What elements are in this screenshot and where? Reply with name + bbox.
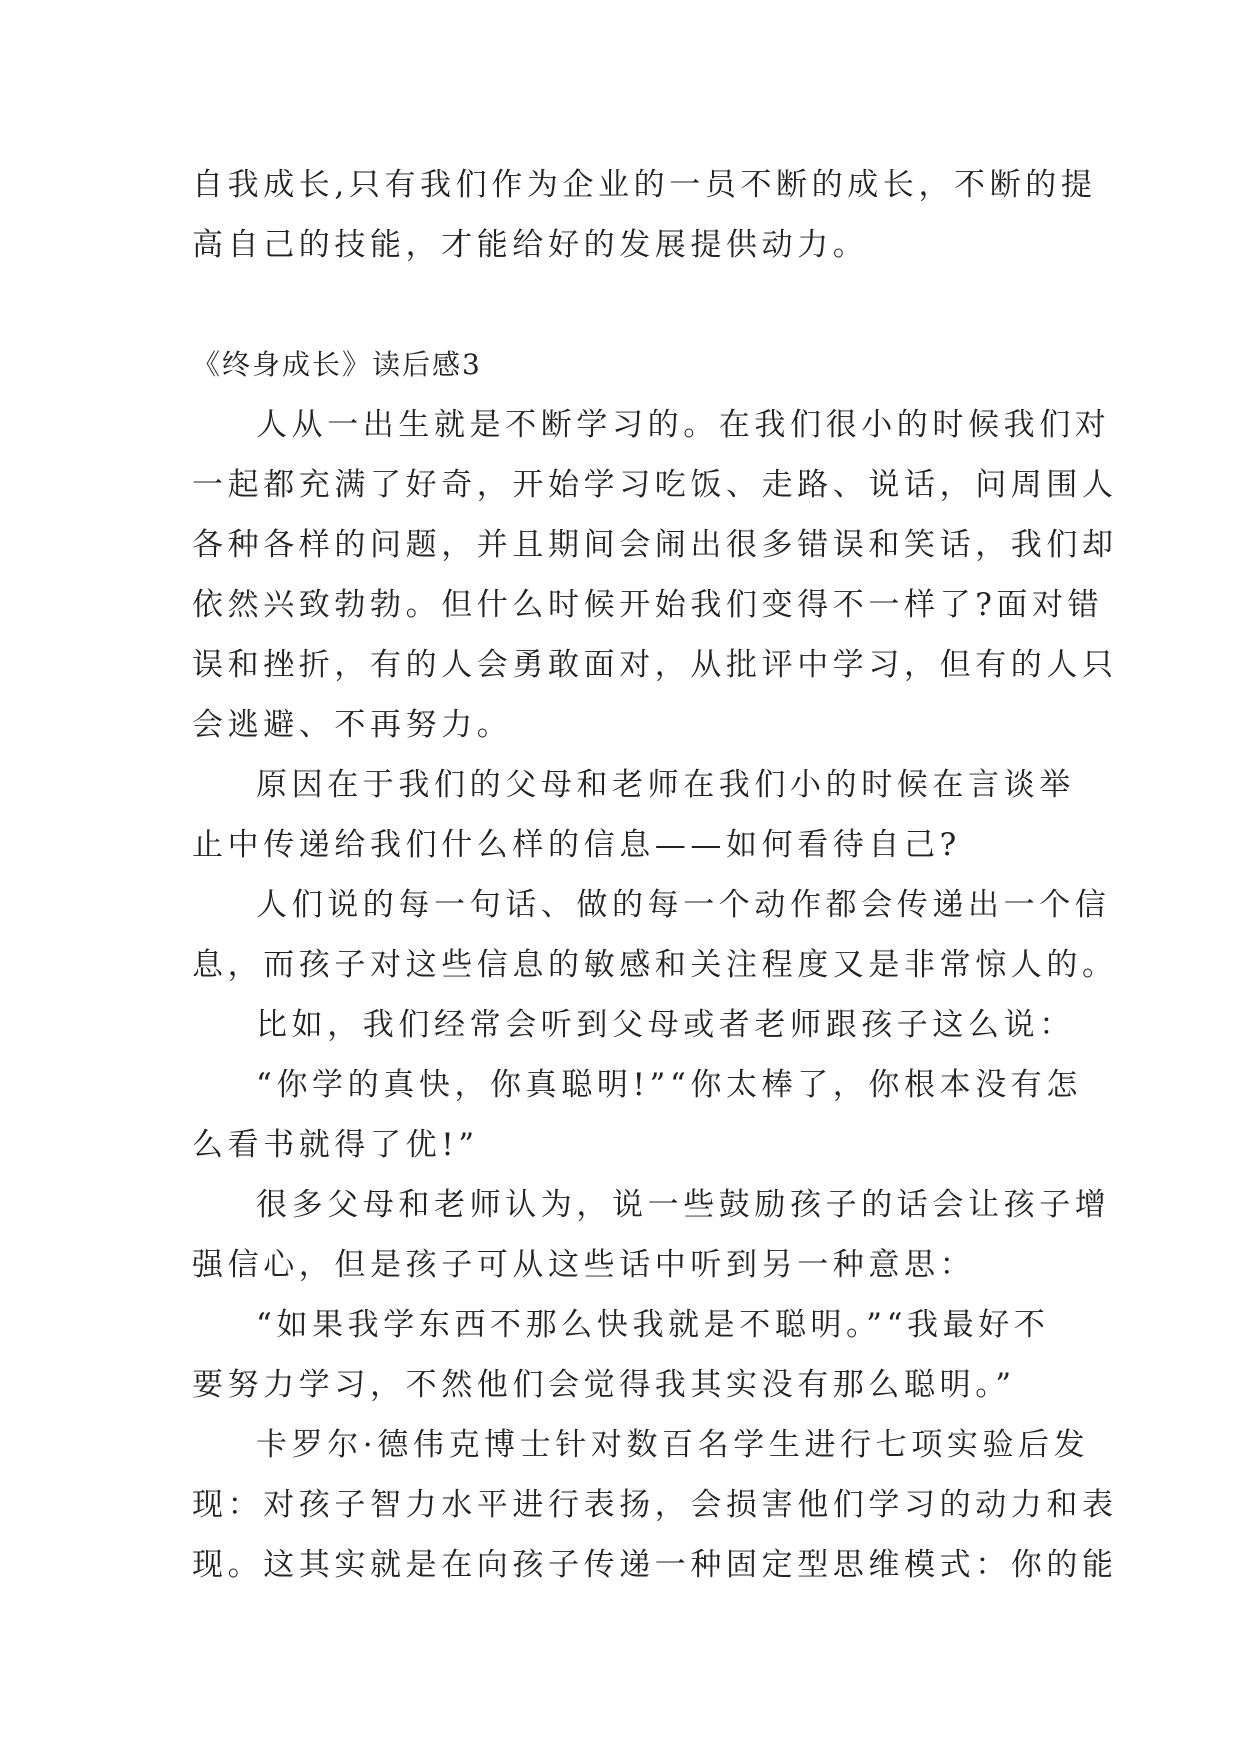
text-line: “你学的真快，你真聪明!”“你太棒了，你根本没有怎 xyxy=(256,1067,1082,1103)
text-line: 自我成长,只有我们作为企业的一员不断的成长，不断的提 xyxy=(192,167,1097,203)
text-line: 息，而孩子对这些信息的敏感和关注程度又是非常惊人的。 xyxy=(192,947,1118,983)
text-line: 高自己的技能，才能给好的发展提供动力。 xyxy=(192,227,869,263)
text-line: 止中传递给我们什么样的信息——如何看待自己? xyxy=(192,827,961,863)
text-line: 人从一出生就是不断学习的。在我们很小的时候我们对 xyxy=(256,407,1111,443)
text-line: 现：对孩子智力水平进行表扬，会损害他们学习的动力和表 xyxy=(192,1487,1118,1523)
text-line: 要努力学习，不然他们会觉得我其实没有那么聪明。” xyxy=(192,1367,1016,1403)
text-line: 一起都充满了好奇，开始学习吃饭、走路、说话，问周围人 xyxy=(192,467,1118,503)
text-line: 现。这其实就是在向孩子传递一种固定型思维模式：你的能 xyxy=(192,1547,1118,1583)
text-line: 依然兴致勃勃。但什么时候开始我们变得不一样了?面对错 xyxy=(192,587,1104,623)
text-line: 很多父母和老师认为，说一些鼓励孩子的话会让孩子增 xyxy=(256,1187,1111,1223)
text-line: 各种各样的问题，并且期间会闹出很多错误和笑话，我们却 xyxy=(192,527,1118,563)
text-line: 么看书就得了优!” xyxy=(192,1127,479,1163)
text-line: 卡罗尔·德伟克博士针对数百名学生进行七项实验后发 xyxy=(256,1427,1090,1463)
text-line: 会逃避、不再努力。 xyxy=(192,707,513,743)
text-line: 误和挫折，有的人会勇敢面对，从批评中学习，但有的人只 xyxy=(192,647,1118,683)
text-line: 人们说的每一句话、做的每一个动作都会传递出一个信 xyxy=(256,887,1111,923)
text-line: 比如，我们经常会听到父母或者老师跟孩子这么说： xyxy=(256,1007,1075,1043)
text-line: 强信心，但是孩子可从这些话中听到另一种意思： xyxy=(192,1247,976,1283)
text-line: “如果我学东西不那么快我就是不聪明。”“我最好不 xyxy=(256,1307,1050,1343)
section-heading: 《终身成长》读后感3 xyxy=(192,348,482,381)
text-line: 原因在于我们的父母和老师在我们小的时候在言谈举 xyxy=(256,767,1075,803)
